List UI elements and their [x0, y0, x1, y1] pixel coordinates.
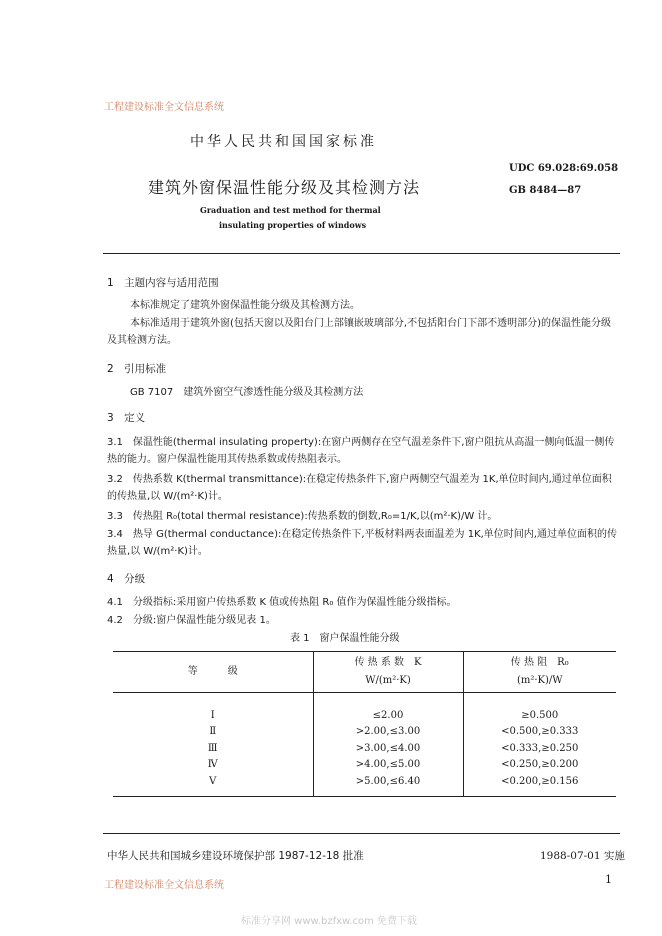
table-row	[113, 740, 616, 757]
definition-3-1: 3.1 保温性能(thermal insulating property):在窗户两侧存在空气温差条件下,窗户阻抗从高温一侧向低温一侧传热的能力。窗户保温性能用其传热系数或传热阻表示。	[107, 437, 615, 465]
effective-date: 1988-07-01 实施	[540, 850, 625, 862]
k-cell: >4.00,≤5.00	[313, 757, 463, 774]
gb-number: GB 8484—87	[509, 185, 582, 196]
section-2-reference: GB 7107 建筑外窗空气渗透性能分级及其检测方法	[130, 387, 364, 398]
grade-cell: Ⅰ	[210, 709, 215, 721]
footer-rule	[103, 833, 620, 834]
table-row	[113, 724, 616, 741]
english-title-line2: insulating properties of windows	[219, 220, 367, 230]
k-cell: ≤2.00	[313, 693, 463, 724]
english-title-line1: Graduation and test method for thermal	[200, 205, 381, 215]
section-3-heading: 3 定义	[107, 412, 146, 424]
section-4-heading: 4 分级	[107, 573, 146, 585]
k-cell: >3.00,≤4.00	[313, 740, 463, 757]
r-cell: <0.333,≥0.250	[463, 740, 616, 757]
grading-table	[113, 651, 616, 797]
clause-4-1: 4.1 分级指标:采用窗户传热系数 K 值或传热阻 R₀ 值作为保温性能分级指标。	[107, 597, 457, 608]
section-2-heading: 2 引用标准	[107, 363, 167, 375]
r-cell: <0.500,≥0.333	[463, 724, 616, 741]
definition-3-4: 3.4 热导 G(thermal conductance):在稳定传热条件下,平板材料两表面温差为 1K,单位时间内,通过单位面积的传热量,以 W/(m²·K)计。	[107, 529, 617, 557]
document-title: 建筑外窗保温性能分级及其检测方法	[148, 178, 421, 197]
header-r	[463, 652, 616, 693]
header-rule	[103, 253, 620, 254]
section-1-paragraph-2: 本标准适用于建筑外窗(包括天窗以及阳台门上部镶嵌玻璃部分,不包括阳台门下部不透明部分)的保温性能分级及其检测方法。	[107, 318, 611, 346]
approval-line: 中华人民共和国城乡建设环境保护部 1987-12-18 批准	[107, 850, 364, 862]
grade-cell: Ⅲ	[207, 742, 218, 754]
table-row	[113, 693, 616, 724]
r-cell: <0.250,≥0.200	[463, 757, 616, 774]
r-cell: <0.200,≥0.156	[463, 773, 616, 796]
header-r-title: 传 热 阻 R₀	[510, 657, 569, 668]
header-k-unit: W/(m²·K)	[365, 675, 411, 686]
clause-4-2: 4.2 分级:窗户保温性能分级见表 1。	[107, 615, 276, 626]
table-row	[113, 757, 616, 774]
k-cell: >5.00,≤6.40	[313, 773, 463, 796]
table-row	[113, 773, 616, 796]
section-1-paragraph-1: 本标准规定了建筑外窗保温性能分级及其检测方法。	[130, 300, 360, 311]
page-number: 1	[605, 873, 612, 886]
watermark-top: 工程建设标准全文信息系统	[104, 102, 224, 113]
header-grade: 等 级	[113, 652, 313, 693]
definition-3-2: 3.2 传热系数 K(thermal transmittance):在稳定传热条件下,窗户两侧空气温差为 1K,单位时间内,通过单位面积的传热量,以 W/(m²·K)计。	[107, 474, 612, 502]
grade-cell: Ⅴ	[113, 773, 313, 796]
grade-cell: Ⅱ	[209, 726, 217, 738]
table-caption: 表 1 窗户保温性能分级	[290, 633, 400, 644]
header-k	[313, 652, 463, 693]
section-1-heading: 1 主题内容与适用范围	[107, 277, 219, 289]
header-r-unit: (m²·K)/W	[516, 675, 563, 686]
definition-3-3: 3.3 传热阻 R₀(total thermal resistance):传热系数的倒数,R₀=1/K,以(m²·K)/W 计。	[107, 511, 498, 522]
k-cell: >2.00,≤3.00	[313, 724, 463, 741]
watermark-bottom: 工程建设标准全文信息系统	[104, 880, 224, 891]
site-watermark: 标准分享网 www.bzfxw.com 免费下载	[241, 916, 417, 927]
r-cell: ≥0.500	[463, 693, 616, 724]
udc-code: UDC 69.028:69.058	[509, 163, 619, 174]
national-standard-heading: 中华人民共和国国家标准	[190, 134, 377, 150]
header-k-title: 传 热 系 数 K	[354, 657, 422, 668]
grade-cell: Ⅳ	[207, 759, 218, 771]
